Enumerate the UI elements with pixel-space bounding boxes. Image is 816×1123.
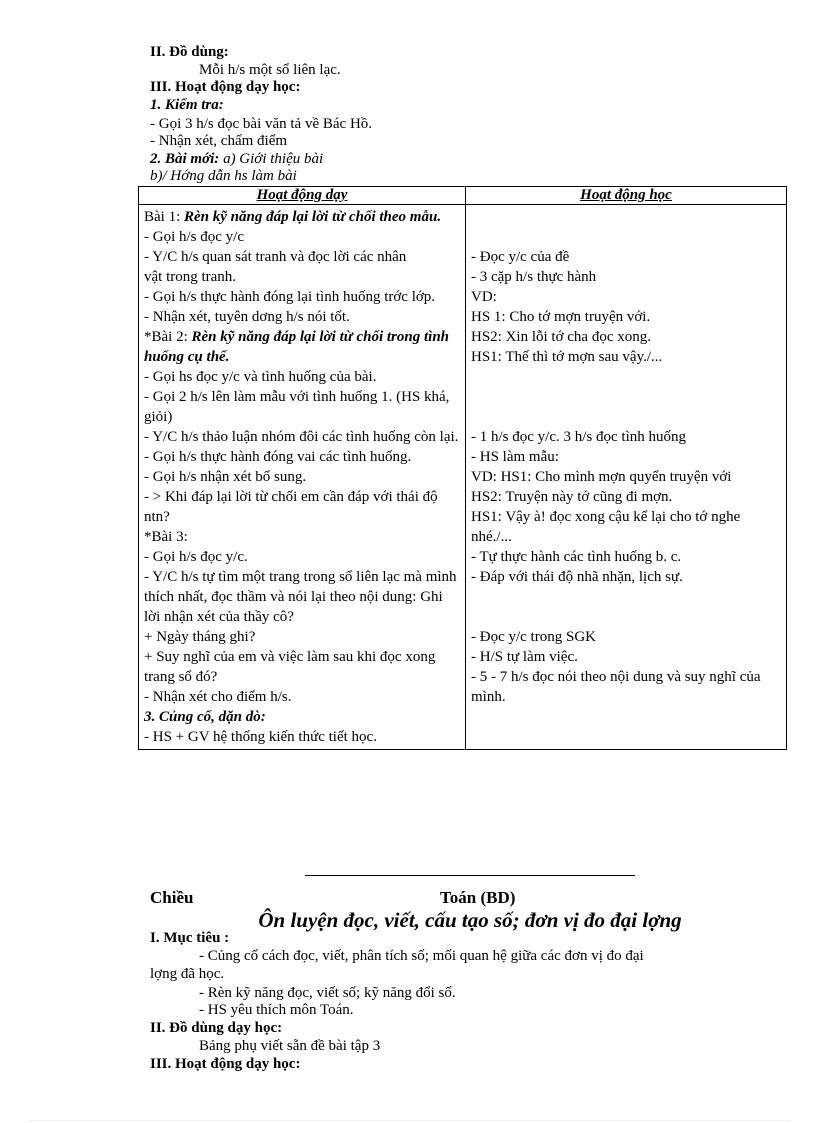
list-item: HS2: Xin lỗi tớ cha đọc xong. <box>471 329 651 345</box>
list-item: - Đáp với thái độ nhã nhặn, lịch sự. <box>471 569 683 585</box>
list-item: - Nhận xét cho điểm h/s. <box>144 689 292 705</box>
list-item: - 3 cặp h/s thực hành <box>471 269 597 285</box>
header-learning: Hoạt động học <box>466 187 787 205</box>
list-item: - Y/C h/s tự tìm một trang trong sổ liên lạc mà mình thích nhất, đọc thầm và nói lại theo nội dung: Ghi lời nhận xét của thầy cô? <box>144 569 457 625</box>
list-item: - 5 - 7 h/s đọc nói theo nội dung và suy nghĩ của mình. <box>471 669 761 705</box>
list-item: HS1: Vậy à! đọc xong cậu kể lại cho tớ nghe nhé./... <box>471 509 741 545</box>
list-item: - Y/C h/s quan sát tranh và đọc lời các nhân <box>144 249 407 265</box>
learning-cell <box>466 205 787 750</box>
guide-line: b)/ Hớng dẫn hs làm bài <box>150 168 297 184</box>
section-heading-activities: III. Hoạt động dạy học: <box>150 79 301 95</box>
list-item: + Suy nghĩ của em và việc làm sau khi đọc xong trang sổ đó? <box>144 649 436 685</box>
session-label: Chiều <box>150 888 194 907</box>
objective-line-2: - Rèn kỹ năng đọc, viết số; kỹ năng đổi số. <box>199 985 456 1001</box>
activities-heading-2: III. Hoạt động dạy học: <box>150 1056 301 1072</box>
list-item: - 1 h/s đọc y/c. 3 h/s đọc tình huống <box>471 429 686 445</box>
list-item: - Nhận xét, tuyên dơng h/s nói tốt. <box>144 309 350 325</box>
lesson-title: Ôn luyện đọc, viết, cấu tạo số; đơn vị đo đại lợng <box>258 908 682 932</box>
list-item: - Gọi h/s đọc y/c. <box>144 549 248 565</box>
objectives-heading: I. Mục tiêu : <box>150 930 230 946</box>
list-item: - HS làm mẫu: <box>471 449 559 465</box>
materials-line: Mỗi h/s một sổ liên lạc. <box>199 62 341 78</box>
page-bottom-rule <box>30 1120 790 1121</box>
list-item: - Y/C h/s thảo luận nhóm đôi các tình huống còn lại. <box>144 429 459 445</box>
new-lesson-label: 2. Bài mới: <box>150 151 220 167</box>
section-divider <box>305 875 635 876</box>
list-item: - Gọi hs đọc y/c và tình huống của bài. <box>144 369 377 385</box>
list-item: - H/S tự làm việc. <box>471 649 578 665</box>
objective-line-1-cont: lợng đã học. <box>150 966 225 982</box>
list-item: HS 1: Cho tớ mợn truyện với. <box>471 309 651 325</box>
list-item: VD: HS1: Cho mình mợn quyển truyện với <box>471 469 732 485</box>
materials-line-2: Bảng phụ viết sẵn đề bài tập 3 <box>199 1038 381 1054</box>
lesson-table <box>138 186 787 750</box>
list-item: HS2: Truyện này tớ cũng đi mợn. <box>471 489 673 505</box>
check-line-2: - Nhận xét, chấm điểm <box>150 133 288 149</box>
check-line-1: - Gọi 3 h/s đọc bài văn tả về Bác Hồ. <box>150 116 373 132</box>
list-item: - Gọi h/s đọc y/c <box>144 229 244 245</box>
table-header-row <box>139 187 787 205</box>
list-item: 3. Củng cố, dặn dò: <box>144 709 266 725</box>
objective-line-1: - Củng cố cách đọc, viết, phân tích số; mối quan hệ giữa các đơn vị đo đại <box>199 948 644 964</box>
header-teaching: Hoạt động dạy <box>139 187 466 205</box>
list-item: - > Khi đáp lại lời từ chối em cần đáp với thái độ ntn? <box>144 489 438 525</box>
list-item: vật trong tranh. <box>144 269 237 285</box>
teaching-cell <box>139 205 466 750</box>
list-item: - Gọi h/s thực hành đóng lại tình huống trớc lớp. <box>144 289 436 305</box>
list-item: *Bài 3: <box>144 529 188 545</box>
objective-line-3: - HS yêu thích môn Toán. <box>199 1002 354 1018</box>
list-item: VD: <box>471 289 497 305</box>
section-heading-materials: II. Đồ dùng: <box>150 44 229 60</box>
table-body-row <box>139 205 787 750</box>
list-item: - Gọi h/s nhận xét bổ sung. <box>144 469 307 485</box>
list-item: - Gọi h/s thực hành đóng vai các tình huống. <box>144 449 412 465</box>
new-lesson-line <box>150 151 323 168</box>
subheading-check: 1. Kiểm tra: <box>150 97 224 113</box>
list-item: *Bài 2: Rèn kỹ năng đáp lại lời từ chối trong tình huống cụ thể. <box>144 329 450 365</box>
list-item: + Ngày tháng ghi? <box>144 629 256 645</box>
list-item: - Tự thực hành các tình huống b. c. <box>471 549 682 565</box>
list-item: - HS + GV hệ thống kiến thức tiết học. <box>144 729 377 745</box>
list-item: - Đọc y/c trong SGK <box>471 629 596 645</box>
list-item: Bài 1: Rèn kỹ năng đáp lại lời từ chối theo mẫu. <box>144 209 442 225</box>
list-item: - Đọc y/c của đề <box>471 249 570 265</box>
list-item: HS1: Thế thì tớ mợn sau vậy./... <box>471 349 663 365</box>
intro-text: a) Giới thiệu bài <box>223 151 324 167</box>
list-item: - Gọi 2 h/s lên làm mẫu với tình huống 1. (HS khá, giỏi) <box>144 389 450 425</box>
materials-heading-2: II. Đồ dùng dạy học: <box>150 1020 283 1036</box>
subject-label: Toán (BD) <box>440 888 516 907</box>
